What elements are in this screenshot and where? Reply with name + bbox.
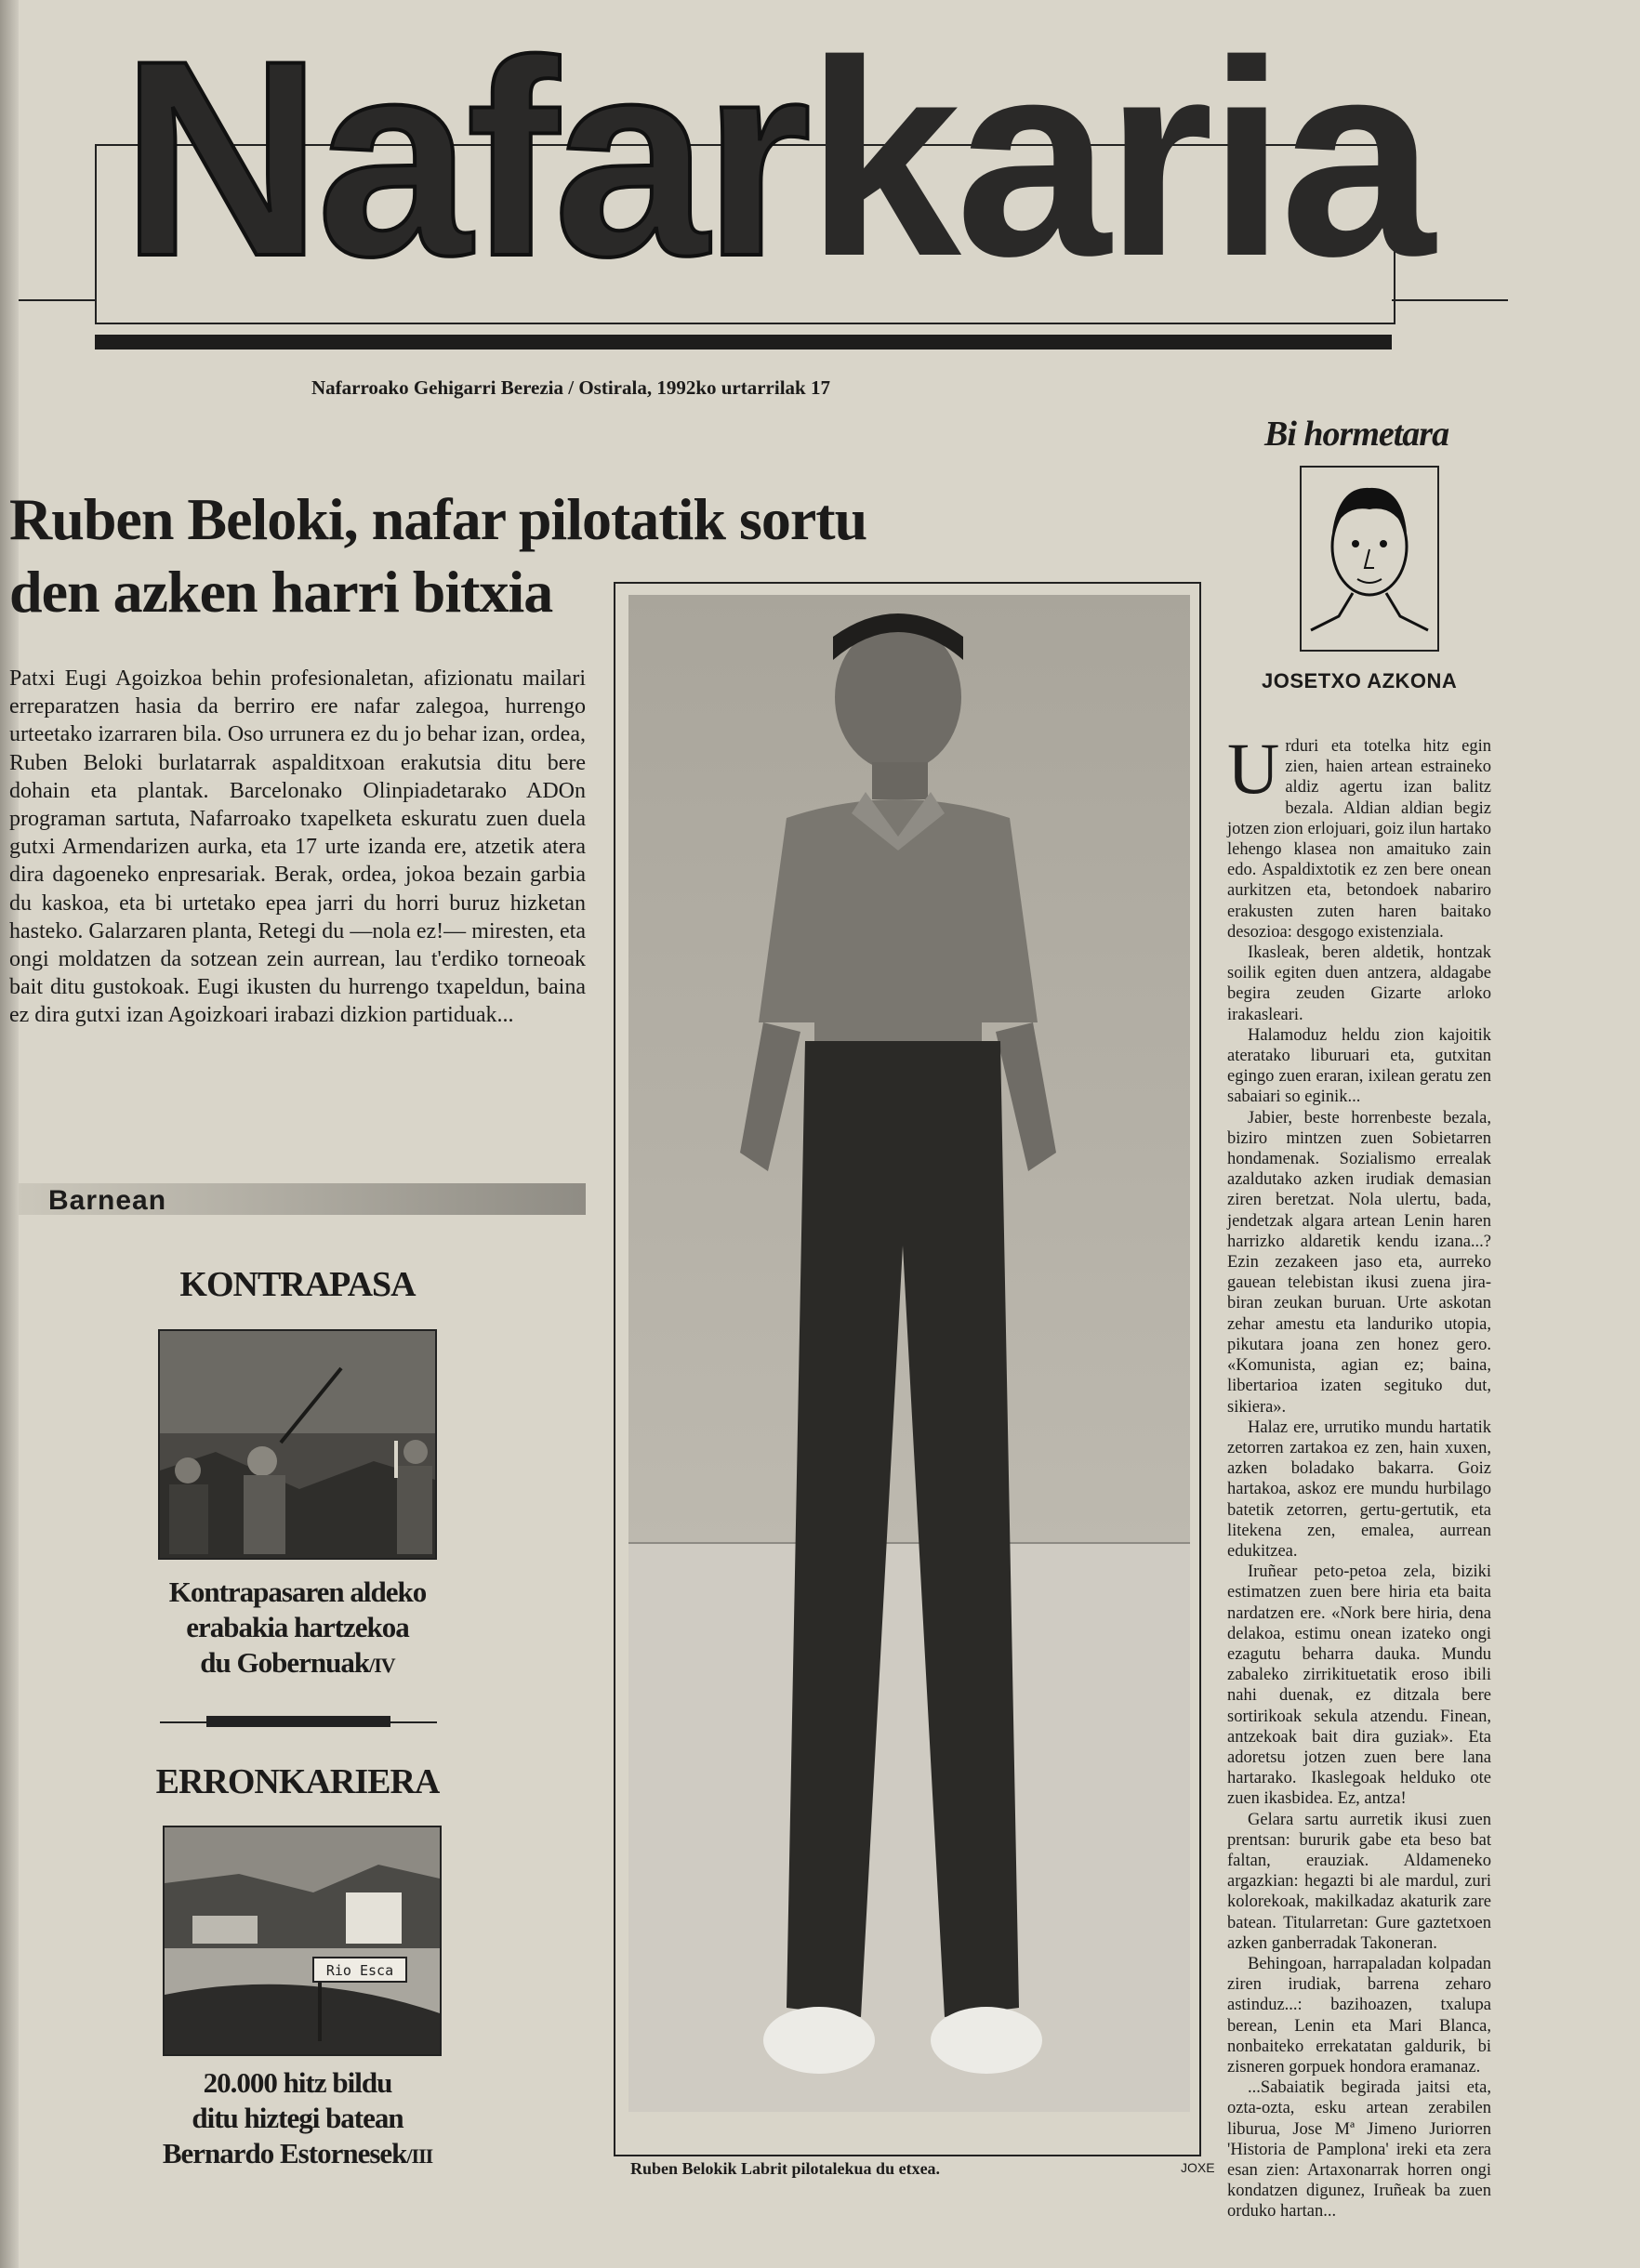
column-paragraph: Halaz ere, urrutiko mundu hartatik zetorren zartakoa ez zen, hain xuxen, azken boladako bakarra. Goiz hartakoa, askoz ere mundu hurbilago batetik zetorren, gertu-gertutik, eta litekena zen, emalea, aurrean edukitzea. (1227, 1418, 1491, 1561)
masthead-bar (95, 335, 1392, 349)
column-paragraph: Gelara sartu aurretik ikusi zuen prentsan: bururik gabe eta beso bat faltan, erauziak. Aldameneko argazkian: hegazti bi ale mardul, zuri kolorekoak, makilkadaz akaturik zare batean. Titularretan: Gure gaztetxoen azken ganberradak Takoneran. (1227, 1810, 1491, 1953)
author-portrait (1300, 466, 1439, 652)
column-author: JOSETXO AZKONA (1262, 669, 1458, 692)
village-image (165, 1827, 440, 2054)
column-paragraph: Ikasleak, beren aldetik, hontzak soilik egiten duen antzera, aldagabe begira zeuden Gizarte arloko irakasleari. (1227, 943, 1491, 1024)
kontrapasa-line-3: du Gobernuak (200, 1646, 370, 1679)
erronkariera-heading: ERRONKARIERA (155, 1762, 440, 1801)
kontrapasa-photo (158, 1329, 437, 1560)
column-paragraph: Jabier, beste horrenbeste bezala, biziro mintzen zuen Sobietarren hondamenak. Sozialismo errealak azaldutako azken irudiak demasian ziren beretzat. Nola ulertu, bada, jendetzak algara artean Lenin haren harrizko aldaretik kendu izana...? Ezin zezakeen jaso eta, aurreko gauean telebistan ikusi zuena jira-biran zeukan buruan. Urte askotan zehar amestu eta landuriko utopia, pikutara joana zen honez gero. «Komunista, agian ez; baina, libertarioa izaten segituko dut, sikiera». (1227, 1108, 1491, 1417)
rio-esca-sign: Rio Esca (325, 1962, 394, 1979)
kontrapasa-heading: KONTRAPASA (179, 1265, 416, 1304)
kontrapasa-line-2: erabakia hartzekoa (186, 1611, 409, 1643)
hunters-image (160, 1331, 435, 1558)
main-photo (628, 595, 1190, 2112)
erronkariera-photo (163, 1826, 442, 2056)
column-dropcap: U (1227, 728, 1280, 809)
column-title: Bi hormetara (1264, 415, 1449, 454)
headline-line-1: Ruben Beloki, nafar pilotatik sortu (9, 486, 867, 552)
kontrapasa-line-1: Kontrapasaren aldeko (168, 1576, 427, 1608)
pelota-player-image (628, 595, 1190, 2112)
erronkariera-line-1: 20.000 hitz bildu (203, 2066, 392, 2099)
erronkariera-summary (121, 2065, 474, 2174)
lead-paragraph: Patxi Eugi Agoizkoa behin profesionaletan, afizionatu mailari erreparatzen hasia da berriro ere nafar zalegoa, hurrengo urteetako izarraren bila. Oso urrunera ez du jo behar izan, ordea, Ruben Beloki burlatarrak aspalditxoan erakutsia ditu bere dohain eta plantak. Barcelonako Olinpiadetarako ADOn programan sartuta, Nafarroako txapelketa eskuratu zuen duela gutxi Armendarizen aurka, eta 17 urte izanda ere, atzetik atera dira dagoeneko enpresariak. Berak, ordea, jokoa bezain garbia du kaskoa, eta bi urtetako epea jarri du horri buruz hizketan hasteko. Galarzaren planta, Retegi du —nola ez!— miresten, eta ongi moldatzen da sotzean zein aurrean, lau t'erdiko torneoak bait ditu gustokoak. Eugi ikusten du hurrengo txapeldun, baina ez dira gutxi izan Agoizkoari irabazi dizkion partiduak... (9, 666, 586, 1028)
barnean-bar (19, 1183, 586, 1215)
photo-caption: Ruben Belokik Labrit pilotalekua du etxea. (630, 2159, 941, 2178)
column-paragraph (1227, 728, 1491, 943)
dateline: Nafarroako Gehigarri Berezia / Ostirala, 1992ko urtarrilak 17 (311, 376, 830, 399)
kontrapasa-summary (130, 1575, 465, 1683)
masthead-rule (19, 299, 95, 301)
author-sketch-image (1302, 468, 1437, 650)
erronkariera-line-3: Bernardo Estornesek (162, 2137, 407, 2169)
headline-line-2: den azken harri bitxia (9, 559, 553, 625)
kontrapasa-page: /IV (369, 1654, 395, 1677)
photo-credit: JOXE (1181, 2160, 1215, 2175)
erronkariera-line-2: ditu hiztegi batean (192, 2102, 403, 2134)
section-divider-bar (206, 1716, 390, 1727)
column-paragraph-text: rduri eta totelka hitz egin zien, haien artean estraineko aldiz agertu izan balitz bezala. Aldian aldian begiz jotzen zion erlojuari, goiz ilun hartako lehengo klasea non amaituko zain edo. Aspaldixtotik ez zen bere onean aurkitzen eta, betondoek nabariro erakusten zuten haren baitako desozioa: desgogo existenziala. (1227, 737, 1491, 942)
column-body (1227, 728, 1491, 2222)
column-paragraph: Behingoan, harrapaladan kolpadan ziren irudiak, barrena zeharo astinduz...: bazihoazen, txalupa berean, Lenin eta Mari Blanca, nonbaiteko errekatatan galdurik, bi zisneren gorpuek hondora eramanaz. (1227, 1954, 1491, 2077)
column-paragraph: Iruñear peto-petoa zela, biziki estimatzen zuen bere hiria eta baita nardatzen ere. «Nork bere hiria, dena delakoa, estimu onean izateko ongi ezagutu beharra dauka. Mundu zabaleko zirrikituetatik eroso ibili nahi duenak, ez ditzala bere sortirikoak sekula atzendu. Finean, antzekoak bait dira guziak». Eta adoretsu jotzen zuen bere lana hartarako. Ikaslegoak helduko ote zuen ikasbidea. Ez, antza! (1227, 1563, 1491, 1809)
masthead-title-nafar: Nafar (121, 2, 806, 314)
masthead-title-karia: karia (806, 2, 1430, 314)
column-paragraph: ...Sabaiatik begirada jaitsi eta, ozta-ozta, esku artean zerabilen liburua, Jose Mª Jimeno Juriorren 'Historia de Pamplona' ireki eta zera esan zien: Artaxonarrak horren ongi kondatzen digunez, Iruñeak ba zuen orduko hartan... (1227, 2078, 1491, 2222)
erronkariera-page: /III (406, 2144, 433, 2168)
column-paragraph: Halamoduz heldu zion kajoitik ateratako liburuari eta, gutxitan egingo zuen eraran, ixilean geratu zen sabaiari so eginik... (1227, 1025, 1491, 1107)
page-edge (0, 0, 19, 2268)
barnean-label: Barnean (48, 1185, 167, 1216)
masthead-title (121, 2, 1430, 314)
